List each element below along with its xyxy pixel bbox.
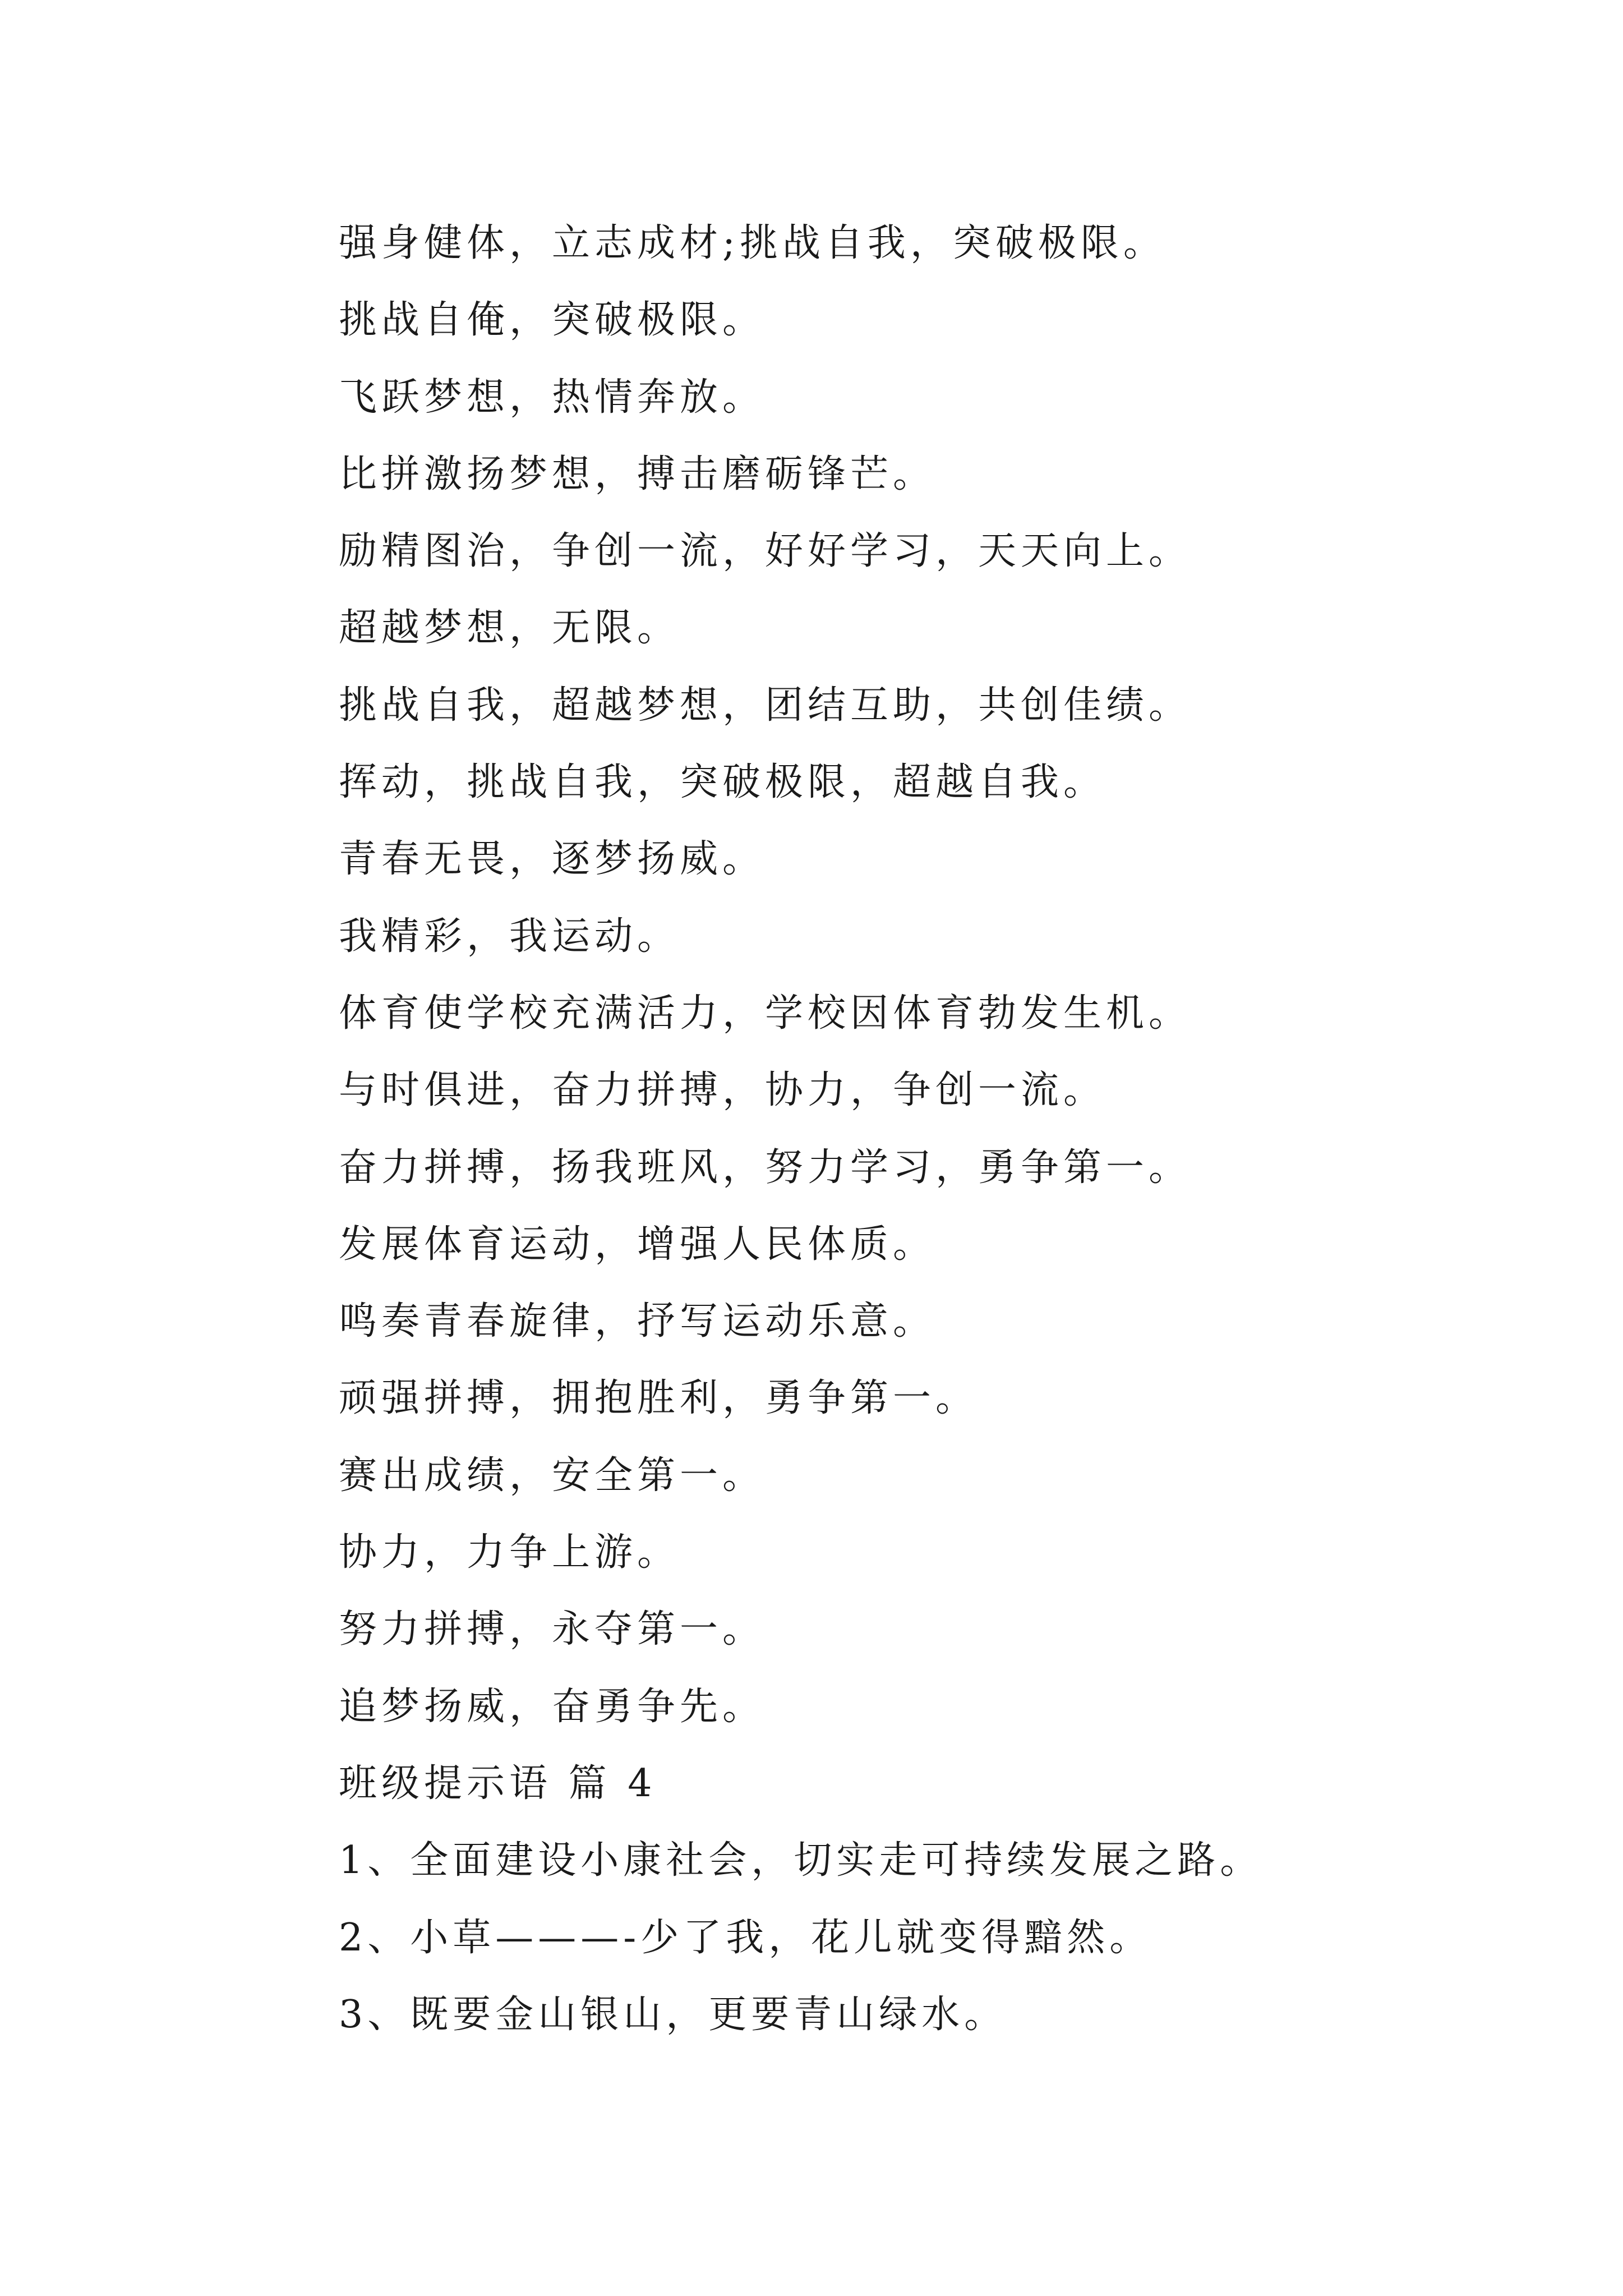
text-line: 挑战自俺，突破极限。 <box>339 298 766 343</box>
section-heading: 班级提示语 篇 4 <box>339 1761 657 1806</box>
text-line: 追梦扬威，奋勇争先。 <box>339 1684 766 1729</box>
text-line: 励精图治，争创一流，好好学习，天天向上。 <box>339 529 1192 574</box>
text-line: 发展体育运动，增强人民体质。 <box>339 1222 936 1267</box>
list-item: 3、既要金山银山，更要青山绿水。 <box>339 1992 1007 2037</box>
text-line: 协力，力争上游。 <box>339 1530 680 1575</box>
text-line: 挥动，挑战自我，突破极限，超越自我。 <box>339 760 1106 805</box>
text-line: 顽强拼搏，拥抱胜利，勇争第一。 <box>339 1376 979 1421</box>
text-line: 强身健体，立志成材;挑战自我，突破极限。 <box>339 221 1166 265</box>
text-line: 奋力拼搏，扬我班风，努力学习，勇争第一。 <box>339 1145 1192 1190</box>
text-line: 体育使学校充满活力，学校因体育勃发生机。 <box>339 991 1192 1036</box>
text-line: 青春无畏，逐梦扬威。 <box>339 837 766 882</box>
text-line: 超越梦想，无限。 <box>339 606 680 651</box>
text-line: 努力拼搏，永夺第一。 <box>339 1607 766 1652</box>
list-item: 2、小草———-少了我，花儿就变得黯然。 <box>339 1915 1152 1960</box>
text-line: 我精彩，我运动。 <box>339 914 680 959</box>
text-line: 鸣奏青春旋律，抒写运动乐意。 <box>339 1299 936 1344</box>
text-line: 与时俱进，奋力拼搏，协力，争创一流。 <box>339 1068 1106 1113</box>
text-line: 赛出成绩，安全第一。 <box>339 1453 766 1498</box>
text-line: 飞跃梦想，热情奔放。 <box>339 375 766 420</box>
text-line: 挑战自我，超越梦想，团结互助，共创佳绩。 <box>339 683 1192 728</box>
text-line: 比拼激扬梦想，搏击磨砺锋芒。 <box>339 452 936 496</box>
list-item: 1、全面建设小康社会，切实走可持续发展之路。 <box>339 1838 1263 1883</box>
document-body <box>339 205 1573 2053</box>
